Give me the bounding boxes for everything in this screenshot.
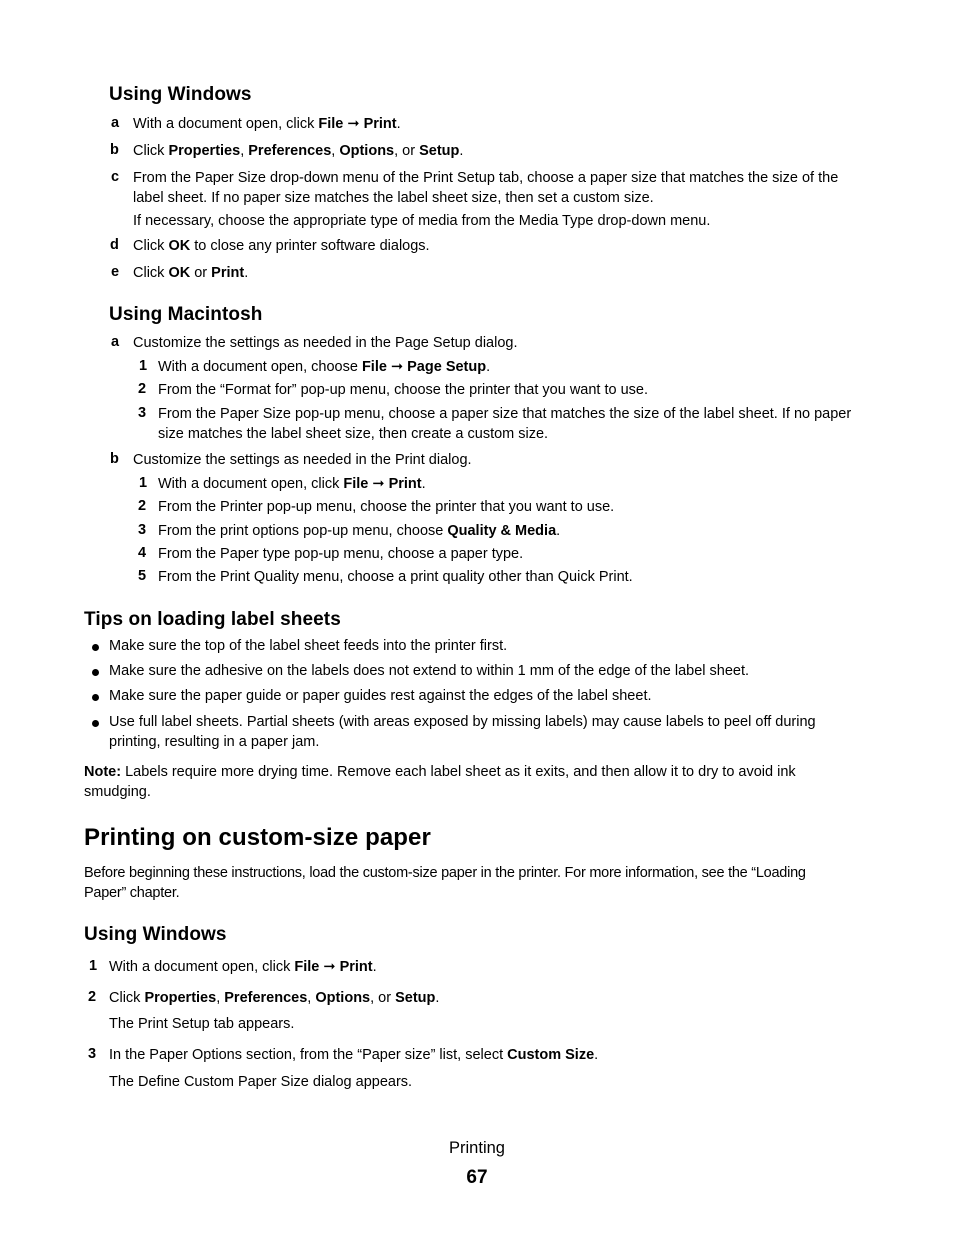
substep-marker: 1 [139,358,148,374]
tip-bullet: Make sure the adhesive on the labels does not extend to within 1 mm of the edge of the label sheet. [109,663,750,679]
arrow-icon: ➞ [390,359,404,375]
substep-marker: 2 [138,381,147,397]
step-marker: 1 [89,958,98,974]
intro-paragraph: Before beginning these instructions, load the custom-size paper in the printer. For more information, see the “Loading Paper” chapter. [84,865,806,901]
step-marker: d [110,237,119,253]
custom-step-2 [88,989,439,1034]
arrow-icon: ➞ [347,116,360,132]
footer-label: Printing [449,1139,505,1157]
tip-bullet: Make sure the paper guide or paper guides rest against the edges of the label sheet. [109,688,652,704]
arrow-icon: ➞ [323,959,336,975]
step-a [111,115,401,135]
step-marker: a [111,334,120,350]
heading-using-windows-custom: Using Windows [84,924,227,945]
step-marker: 2 [88,989,97,1005]
step-marker: b [110,451,119,467]
heading-tips: Tips on loading label sheets [84,609,341,630]
step-text-line: From the Paper Size drop-down menu of the Print Setup tab, choose a paper size that matches the size of the [133,170,839,186]
heading-using-windows: Using Windows [109,84,252,105]
step-marker: e [111,264,120,280]
step-d [110,237,430,257]
step-text-line: label sheet. If no paper size matches the label sheet size, then set a custom size. [133,189,654,206]
bullet-icon [92,644,99,651]
step-b [110,142,463,162]
tip-bullet: Use full label sheets. Partial sheets (with areas exposed by missing labels) may cause labels to peel off during printing, resulting in a paper jam. [109,714,816,750]
step-marker: c [111,169,120,185]
substep-marker: 3 [138,405,147,421]
arrow-icon: ➞ [372,476,385,492]
substep-marker: 4 [138,545,147,561]
substep-text: From the Print Quality menu, choose a print quality other than Quick Print. [158,569,633,585]
mac-b-substep-3 [138,522,560,542]
tip-bullet: Make sure the top of the label sheet feeds into the printer first. [109,638,508,654]
page-number: 67 [466,1167,488,1188]
substep-text-line: From the Paper Size pop-up menu, choose a paper size that matches the size of the label sheet. If no paper [158,406,852,422]
mac-b-substep-1 [139,475,426,495]
step-text: With a document open, click File ➞ Print. [133,116,401,132]
substep-text: From the print options pop-up menu, choose Quality & Media. [158,523,561,539]
step-text: Customize the settings as needed in the Print dialog. [133,452,472,468]
step-text: Click OK to close any printer software dialogs. [133,238,430,254]
substep-marker: 3 [138,522,147,538]
step-note: If necessary, choose the appropriate type of media from the Media Type drop-down menu. [133,213,711,229]
step-c [111,169,838,232]
substep-text: From the Printer pop-up menu, choose the printer that you want to use. [158,499,615,515]
note-label: Note: [84,764,122,780]
substep-text: With a document open, choose File ➞ Page Setup. [158,359,491,375]
mac-step-b [110,451,472,471]
mac-b-substep-5 [138,568,633,588]
mac-a-substep-2 [138,381,648,401]
substep-marker: 1 [139,475,148,491]
step-text: In the Paper Options section, from the “Paper size” list, select Custom Size. [109,1047,599,1063]
step-marker: 3 [88,1046,97,1062]
step-marker: a [111,115,120,131]
step-text: Click Properties, Preferences, Options, or Setup. [109,990,440,1006]
step-note: The Define Custom Paper Size dialog appears. [109,1073,413,1090]
step-note: The Print Setup tab appears. [109,1015,295,1032]
substep-marker: 2 [138,498,147,514]
mac-a-substep-1 [139,358,490,378]
heading-printing-custom-size: Printing on custom-size paper [84,824,431,851]
substep-text-line: size matches the label sheet size, then create a custom size. [158,425,549,442]
substep-text: From the Paper type pop-up menu, choose a paper type. [158,546,524,562]
bullet-icon [92,669,99,676]
substep-text: From the “Format for” pop-up menu, choose the printer that you want to use. [158,382,649,398]
step-e [111,264,248,284]
custom-step-3 [88,1046,598,1092]
step-text: Click Properties, Preferences, Options, or Setup. [133,143,464,159]
note-paragraph: Note: Labels require more drying time. Remove each label sheet as it exits, and then allow it to dry to avoid ink smudging. [84,764,796,800]
step-text: Click OK or Print. [133,265,249,281]
step-marker: b [110,142,119,158]
mac-b-substep-4 [138,545,523,565]
bullet-icon [92,720,99,727]
step-text: Customize the settings as needed in the Page Setup dialog. [133,335,518,351]
bullet-icon [92,694,99,701]
mac-a-substep-3 [138,405,851,444]
mac-b-substep-2 [138,498,614,518]
substep-marker: 5 [138,568,147,584]
custom-step-1 [89,958,377,978]
mac-step-a [111,334,518,354]
heading-using-macintosh: Using Macintosh [109,304,263,325]
substep-text: With a document open, click File ➞ Print. [158,476,426,492]
step-text: With a document open, click File ➞ Print. [109,959,377,975]
